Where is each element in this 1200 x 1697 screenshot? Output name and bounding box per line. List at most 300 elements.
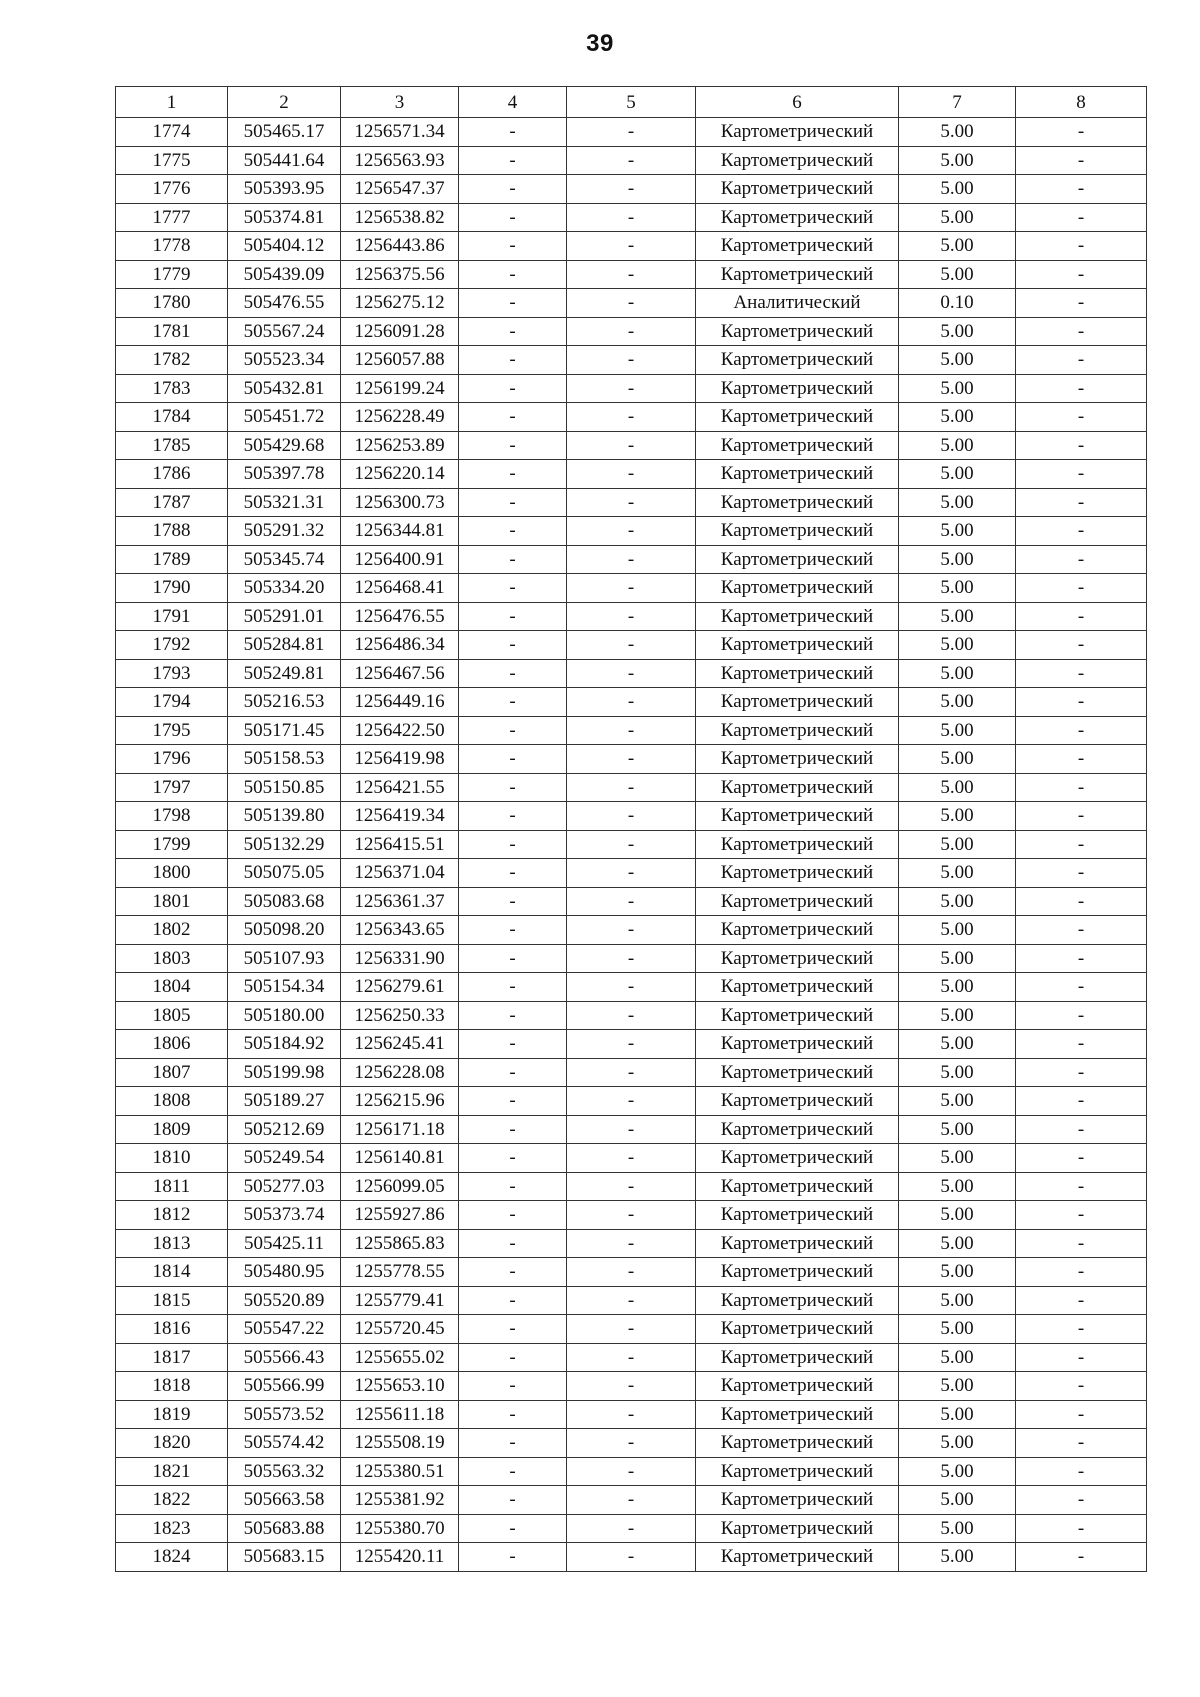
- column-5-cell: -: [567, 1343, 696, 1372]
- column-4-cell: -: [459, 1058, 567, 1087]
- accuracy-cell: 5.00: [899, 260, 1016, 289]
- table-row: [116, 1429, 1147, 1458]
- point-number-cell: 1777: [116, 203, 228, 232]
- table-row: [116, 1058, 1147, 1087]
- table-row: [116, 973, 1147, 1002]
- table-body: [116, 118, 1147, 1572]
- column-5-cell: -: [567, 460, 696, 489]
- point-number-cell: 1788: [116, 517, 228, 546]
- point-number-cell: 1812: [116, 1201, 228, 1230]
- x-coordinate-cell: 505441.64: [228, 146, 341, 175]
- column-5-cell: -: [567, 403, 696, 432]
- column-4-cell: -: [459, 688, 567, 717]
- column-5-cell: -: [567, 1543, 696, 1572]
- column-4-cell: -: [459, 659, 567, 688]
- y-coordinate-cell: 1255720.45: [341, 1315, 459, 1344]
- column-8-cell: -: [1016, 859, 1147, 888]
- method-cell: Картометрический: [696, 1229, 899, 1258]
- column-8-cell: -: [1016, 346, 1147, 375]
- x-coordinate-cell: 505291.32: [228, 517, 341, 546]
- method-cell: Картометрический: [696, 146, 899, 175]
- table-row: [116, 1286, 1147, 1315]
- method-cell: Картометрический: [696, 688, 899, 717]
- column-8-cell: -: [1016, 317, 1147, 346]
- column-5-cell: -: [567, 1058, 696, 1087]
- table-row: [116, 1514, 1147, 1543]
- method-cell: Картометрический: [696, 1087, 899, 1116]
- column-8-cell: -: [1016, 488, 1147, 517]
- column-8-cell: -: [1016, 1030, 1147, 1059]
- column-8-cell: -: [1016, 1258, 1147, 1287]
- column-4-cell: -: [459, 1115, 567, 1144]
- point-number-cell: 1821: [116, 1457, 228, 1486]
- column-4-cell: -: [459, 1315, 567, 1344]
- accuracy-cell: 5.00: [899, 118, 1016, 147]
- x-coordinate-cell: 505107.93: [228, 944, 341, 973]
- y-coordinate-cell: 1255778.55: [341, 1258, 459, 1287]
- column-5-cell: -: [567, 1258, 696, 1287]
- method-cell: Картометрический: [696, 317, 899, 346]
- point-number-cell: 1805: [116, 1001, 228, 1030]
- table-row: [116, 887, 1147, 916]
- method-cell: Картометрический: [696, 374, 899, 403]
- column-8-cell: -: [1016, 716, 1147, 745]
- column-8-cell: -: [1016, 517, 1147, 546]
- column-8-cell: -: [1016, 1400, 1147, 1429]
- table-row: [116, 1543, 1147, 1572]
- method-cell: Картометрический: [696, 887, 899, 916]
- column-5-cell: -: [567, 1172, 696, 1201]
- method-cell: Картометрический: [696, 1486, 899, 1515]
- column-5-cell: -: [567, 175, 696, 204]
- table-row: [116, 146, 1147, 175]
- column-8-cell: -: [1016, 1115, 1147, 1144]
- method-cell: Картометрический: [696, 1315, 899, 1344]
- accuracy-cell: 5.00: [899, 545, 1016, 574]
- column-5-cell: -: [567, 1144, 696, 1173]
- point-number-cell: 1780: [116, 289, 228, 318]
- x-coordinate-cell: 505439.09: [228, 260, 341, 289]
- column-4-cell: -: [459, 1258, 567, 1287]
- accuracy-cell: 5.00: [899, 1144, 1016, 1173]
- y-coordinate-cell: 1255865.83: [341, 1229, 459, 1258]
- column-8-cell: -: [1016, 631, 1147, 660]
- method-cell: Картометрический: [696, 1144, 899, 1173]
- y-coordinate-cell: 1256421.55: [341, 773, 459, 802]
- y-coordinate-cell: 1256449.16: [341, 688, 459, 717]
- table-row: [116, 460, 1147, 489]
- method-cell: Картометрический: [696, 716, 899, 745]
- method-cell: Картометрический: [696, 118, 899, 147]
- accuracy-cell: 5.00: [899, 317, 1016, 346]
- accuracy-cell: 5.00: [899, 1514, 1016, 1543]
- point-number-cell: 1794: [116, 688, 228, 717]
- column-4-cell: -: [459, 403, 567, 432]
- column-5-cell: -: [567, 146, 696, 175]
- y-coordinate-cell: 1256253.89: [341, 431, 459, 460]
- table-row: [116, 659, 1147, 688]
- table-row: [116, 802, 1147, 831]
- table-row: [116, 1201, 1147, 1230]
- y-coordinate-cell: 1256245.41: [341, 1030, 459, 1059]
- column-5-cell: -: [567, 1087, 696, 1116]
- point-number-cell: 1774: [116, 118, 228, 147]
- point-number-cell: 1782: [116, 346, 228, 375]
- point-number-cell: 1781: [116, 317, 228, 346]
- column-4-cell: -: [459, 517, 567, 546]
- point-number-cell: 1814: [116, 1258, 228, 1287]
- column-5-cell: -: [567, 431, 696, 460]
- column-5-cell: -: [567, 973, 696, 1002]
- accuracy-cell: 5.00: [899, 1372, 1016, 1401]
- x-coordinate-cell: 505520.89: [228, 1286, 341, 1315]
- column-header: 6: [696, 87, 899, 118]
- method-cell: Картометрический: [696, 973, 899, 1002]
- column-4-cell: -: [459, 745, 567, 774]
- column-8-cell: -: [1016, 1372, 1147, 1401]
- y-coordinate-cell: 1256422.50: [341, 716, 459, 745]
- table-row: [116, 602, 1147, 631]
- method-cell: Картометрический: [696, 545, 899, 574]
- table-row: [116, 1315, 1147, 1344]
- method-cell: Картометрический: [696, 1201, 899, 1230]
- accuracy-cell: 5.00: [899, 1315, 1016, 1344]
- column-8-cell: -: [1016, 1001, 1147, 1030]
- accuracy-cell: 5.00: [899, 830, 1016, 859]
- y-coordinate-cell: 1255655.02: [341, 1343, 459, 1372]
- table-row: [116, 488, 1147, 517]
- x-coordinate-cell: 505098.20: [228, 916, 341, 945]
- point-number-cell: 1819: [116, 1400, 228, 1429]
- x-coordinate-cell: 505321.31: [228, 488, 341, 517]
- y-coordinate-cell: 1256415.51: [341, 830, 459, 859]
- column-4-cell: -: [459, 830, 567, 859]
- y-coordinate-cell: 1256343.65: [341, 916, 459, 945]
- column-5-cell: -: [567, 1001, 696, 1030]
- table-row: [116, 1400, 1147, 1429]
- column-header: 4: [459, 87, 567, 118]
- y-coordinate-cell: 1256371.04: [341, 859, 459, 888]
- table-row: [116, 203, 1147, 232]
- y-coordinate-cell: 1256563.93: [341, 146, 459, 175]
- point-number-cell: 1796: [116, 745, 228, 774]
- column-4-cell: -: [459, 1514, 567, 1543]
- column-8-cell: -: [1016, 460, 1147, 489]
- point-number-cell: 1801: [116, 887, 228, 916]
- table-row: [116, 716, 1147, 745]
- method-cell: Картометрический: [696, 602, 899, 631]
- x-coordinate-cell: 505429.68: [228, 431, 341, 460]
- column-4-cell: -: [459, 346, 567, 375]
- column-5-cell: -: [567, 374, 696, 403]
- x-coordinate-cell: 505249.81: [228, 659, 341, 688]
- method-cell: Картометрический: [696, 1258, 899, 1287]
- y-coordinate-cell: 1256419.34: [341, 802, 459, 831]
- column-4-cell: -: [459, 916, 567, 945]
- method-cell: Картометрический: [696, 488, 899, 517]
- point-number-cell: 1800: [116, 859, 228, 888]
- x-coordinate-cell: 505171.45: [228, 716, 341, 745]
- column-4-cell: -: [459, 773, 567, 802]
- column-8-cell: -: [1016, 118, 1147, 147]
- x-coordinate-cell: 505075.05: [228, 859, 341, 888]
- accuracy-cell: 5.00: [899, 146, 1016, 175]
- column-5-cell: -: [567, 1400, 696, 1429]
- accuracy-cell: 5.00: [899, 631, 1016, 660]
- x-coordinate-cell: 505393.95: [228, 175, 341, 204]
- column-4-cell: -: [459, 431, 567, 460]
- x-coordinate-cell: 505566.99: [228, 1372, 341, 1401]
- column-4-cell: -: [459, 1030, 567, 1059]
- point-number-cell: 1776: [116, 175, 228, 204]
- x-coordinate-cell: 505184.92: [228, 1030, 341, 1059]
- column-8-cell: -: [1016, 1315, 1147, 1344]
- x-coordinate-cell: 505373.74: [228, 1201, 341, 1230]
- point-number-cell: 1793: [116, 659, 228, 688]
- table-row: [116, 916, 1147, 945]
- accuracy-cell: 5.00: [899, 232, 1016, 261]
- y-coordinate-cell: 1256538.82: [341, 203, 459, 232]
- point-number-cell: 1785: [116, 431, 228, 460]
- column-header: 5: [567, 87, 696, 118]
- y-coordinate-cell: 1256443.86: [341, 232, 459, 261]
- x-coordinate-cell: 505404.12: [228, 232, 341, 261]
- point-number-cell: 1779: [116, 260, 228, 289]
- y-coordinate-cell: 1256171.18: [341, 1115, 459, 1144]
- column-8-cell: -: [1016, 1087, 1147, 1116]
- column-8-cell: -: [1016, 175, 1147, 204]
- point-number-cell: 1813: [116, 1229, 228, 1258]
- table-row: [116, 260, 1147, 289]
- column-5-cell: -: [567, 631, 696, 660]
- column-8-cell: -: [1016, 374, 1147, 403]
- y-coordinate-cell: 1255653.10: [341, 1372, 459, 1401]
- x-coordinate-cell: 505566.43: [228, 1343, 341, 1372]
- coordinates-table: [115, 86, 1147, 1572]
- table-row: [116, 1229, 1147, 1258]
- point-number-cell: 1808: [116, 1087, 228, 1116]
- table-row: [116, 346, 1147, 375]
- table-row: [116, 232, 1147, 261]
- column-5-cell: -: [567, 517, 696, 546]
- accuracy-cell: 0.10: [899, 289, 1016, 318]
- column-4-cell: -: [459, 1486, 567, 1515]
- y-coordinate-cell: 1256199.24: [341, 374, 459, 403]
- point-number-cell: 1811: [116, 1172, 228, 1201]
- column-4-cell: -: [459, 488, 567, 517]
- column-8-cell: -: [1016, 1286, 1147, 1315]
- table-row: [116, 745, 1147, 774]
- y-coordinate-cell: 1256547.37: [341, 175, 459, 204]
- column-4-cell: -: [459, 1343, 567, 1372]
- x-coordinate-cell: 505158.53: [228, 745, 341, 774]
- column-5-cell: -: [567, 802, 696, 831]
- x-coordinate-cell: 505277.03: [228, 1172, 341, 1201]
- column-4-cell: -: [459, 1201, 567, 1230]
- column-8-cell: -: [1016, 260, 1147, 289]
- column-4-cell: -: [459, 460, 567, 489]
- x-coordinate-cell: 505083.68: [228, 887, 341, 916]
- accuracy-cell: 5.00: [899, 659, 1016, 688]
- table-row: [116, 1030, 1147, 1059]
- table-row: [116, 517, 1147, 546]
- column-4-cell: -: [459, 118, 567, 147]
- column-5-cell: -: [567, 944, 696, 973]
- method-cell: Картометрический: [696, 574, 899, 603]
- column-8-cell: -: [1016, 1514, 1147, 1543]
- column-4-cell: -: [459, 260, 567, 289]
- point-number-cell: 1795: [116, 716, 228, 745]
- column-4-cell: -: [459, 887, 567, 916]
- column-8-cell: -: [1016, 802, 1147, 831]
- point-number-cell: 1807: [116, 1058, 228, 1087]
- column-4-cell: -: [459, 289, 567, 318]
- column-5-cell: -: [567, 1429, 696, 1458]
- y-coordinate-cell: 1255611.18: [341, 1400, 459, 1429]
- method-cell: Картометрический: [696, 403, 899, 432]
- table-row: [116, 175, 1147, 204]
- column-5-cell: -: [567, 545, 696, 574]
- x-coordinate-cell: 505284.81: [228, 631, 341, 660]
- accuracy-cell: 5.00: [899, 346, 1016, 375]
- column-8-cell: -: [1016, 1343, 1147, 1372]
- method-cell: Картометрический: [696, 1343, 899, 1372]
- method-cell: Картометрический: [696, 1457, 899, 1486]
- y-coordinate-cell: 1255381.92: [341, 1486, 459, 1515]
- column-8-cell: -: [1016, 1201, 1147, 1230]
- x-coordinate-cell: 505154.34: [228, 973, 341, 1002]
- column-5-cell: -: [567, 1286, 696, 1315]
- accuracy-cell: 5.00: [899, 602, 1016, 631]
- column-8-cell: -: [1016, 289, 1147, 318]
- point-number-cell: 1786: [116, 460, 228, 489]
- y-coordinate-cell: 1256419.98: [341, 745, 459, 774]
- accuracy-cell: 5.00: [899, 688, 1016, 717]
- table-row: [116, 1343, 1147, 1372]
- accuracy-cell: 5.00: [899, 403, 1016, 432]
- column-5-cell: -: [567, 317, 696, 346]
- column-5-cell: -: [567, 1486, 696, 1515]
- accuracy-cell: 5.00: [899, 574, 1016, 603]
- x-coordinate-cell: 505397.78: [228, 460, 341, 489]
- accuracy-cell: 5.00: [899, 716, 1016, 745]
- point-number-cell: 1798: [116, 802, 228, 831]
- column-8-cell: -: [1016, 602, 1147, 631]
- point-number-cell: 1806: [116, 1030, 228, 1059]
- column-4-cell: -: [459, 802, 567, 831]
- column-8-cell: -: [1016, 916, 1147, 945]
- accuracy-cell: 5.00: [899, 1286, 1016, 1315]
- y-coordinate-cell: 1256057.88: [341, 346, 459, 375]
- column-4-cell: -: [459, 1172, 567, 1201]
- column-4-cell: -: [459, 203, 567, 232]
- point-number-cell: 1818: [116, 1372, 228, 1401]
- column-5-cell: -: [567, 232, 696, 261]
- point-number-cell: 1809: [116, 1115, 228, 1144]
- column-header: 1: [116, 87, 228, 118]
- column-4-cell: -: [459, 317, 567, 346]
- column-8-cell: -: [1016, 830, 1147, 859]
- column-4-cell: -: [459, 859, 567, 888]
- method-cell: Картометрический: [696, 1058, 899, 1087]
- x-coordinate-cell: 505150.85: [228, 773, 341, 802]
- column-5-cell: -: [567, 659, 696, 688]
- x-coordinate-cell: 505547.22: [228, 1315, 341, 1344]
- table-row: [116, 1115, 1147, 1144]
- method-cell: Картометрический: [696, 659, 899, 688]
- y-coordinate-cell: 1256140.81: [341, 1144, 459, 1173]
- point-number-cell: 1799: [116, 830, 228, 859]
- point-number-cell: 1822: [116, 1486, 228, 1515]
- column-4-cell: -: [459, 574, 567, 603]
- table-row: [116, 1372, 1147, 1401]
- column-8-cell: -: [1016, 973, 1147, 1002]
- method-cell: Картометрический: [696, 1286, 899, 1315]
- method-cell: Картометрический: [696, 346, 899, 375]
- column-8-cell: -: [1016, 1229, 1147, 1258]
- column-5-cell: -: [567, 602, 696, 631]
- table-row: [116, 1258, 1147, 1287]
- method-cell: Картометрический: [696, 517, 899, 546]
- x-coordinate-cell: 505249.54: [228, 1144, 341, 1173]
- column-8-cell: -: [1016, 431, 1147, 460]
- column-5-cell: -: [567, 260, 696, 289]
- x-coordinate-cell: 505432.81: [228, 374, 341, 403]
- table-row: [116, 859, 1147, 888]
- accuracy-cell: 5.00: [899, 1030, 1016, 1059]
- y-coordinate-cell: 1256279.61: [341, 973, 459, 1002]
- column-4-cell: -: [459, 146, 567, 175]
- point-number-cell: 1815: [116, 1286, 228, 1315]
- column-4-cell: -: [459, 716, 567, 745]
- y-coordinate-cell: 1256215.96: [341, 1087, 459, 1116]
- y-coordinate-cell: 1255779.41: [341, 1286, 459, 1315]
- method-cell: Картометрический: [696, 460, 899, 489]
- accuracy-cell: 5.00: [899, 944, 1016, 973]
- point-number-cell: 1792: [116, 631, 228, 660]
- x-coordinate-cell: 505291.01: [228, 602, 341, 631]
- column-5-cell: -: [567, 1514, 696, 1543]
- accuracy-cell: 5.00: [899, 773, 1016, 802]
- method-cell: Аналитический: [696, 289, 899, 318]
- column-4-cell: -: [459, 232, 567, 261]
- table-row: [116, 1144, 1147, 1173]
- accuracy-cell: 5.00: [899, 1486, 1016, 1515]
- y-coordinate-cell: 1256344.81: [341, 517, 459, 546]
- column-8-cell: -: [1016, 745, 1147, 774]
- y-coordinate-cell: 1256228.08: [341, 1058, 459, 1087]
- point-number-cell: 1816: [116, 1315, 228, 1344]
- table-row: [116, 317, 1147, 346]
- method-cell: Картометрический: [696, 1514, 899, 1543]
- column-8-cell: -: [1016, 545, 1147, 574]
- method-cell: Картометрический: [696, 1172, 899, 1201]
- point-number-cell: 1804: [116, 973, 228, 1002]
- x-coordinate-cell: 505216.53: [228, 688, 341, 717]
- x-coordinate-cell: 505374.81: [228, 203, 341, 232]
- column-5-cell: -: [567, 1229, 696, 1258]
- y-coordinate-cell: 1255508.19: [341, 1429, 459, 1458]
- point-number-cell: 1790: [116, 574, 228, 603]
- point-number-cell: 1775: [116, 146, 228, 175]
- method-cell: Картометрический: [696, 802, 899, 831]
- column-5-cell: -: [567, 1201, 696, 1230]
- column-4-cell: -: [459, 374, 567, 403]
- accuracy-cell: 5.00: [899, 1543, 1016, 1572]
- y-coordinate-cell: 1255380.51: [341, 1457, 459, 1486]
- table-row: [116, 773, 1147, 802]
- table-row: [116, 374, 1147, 403]
